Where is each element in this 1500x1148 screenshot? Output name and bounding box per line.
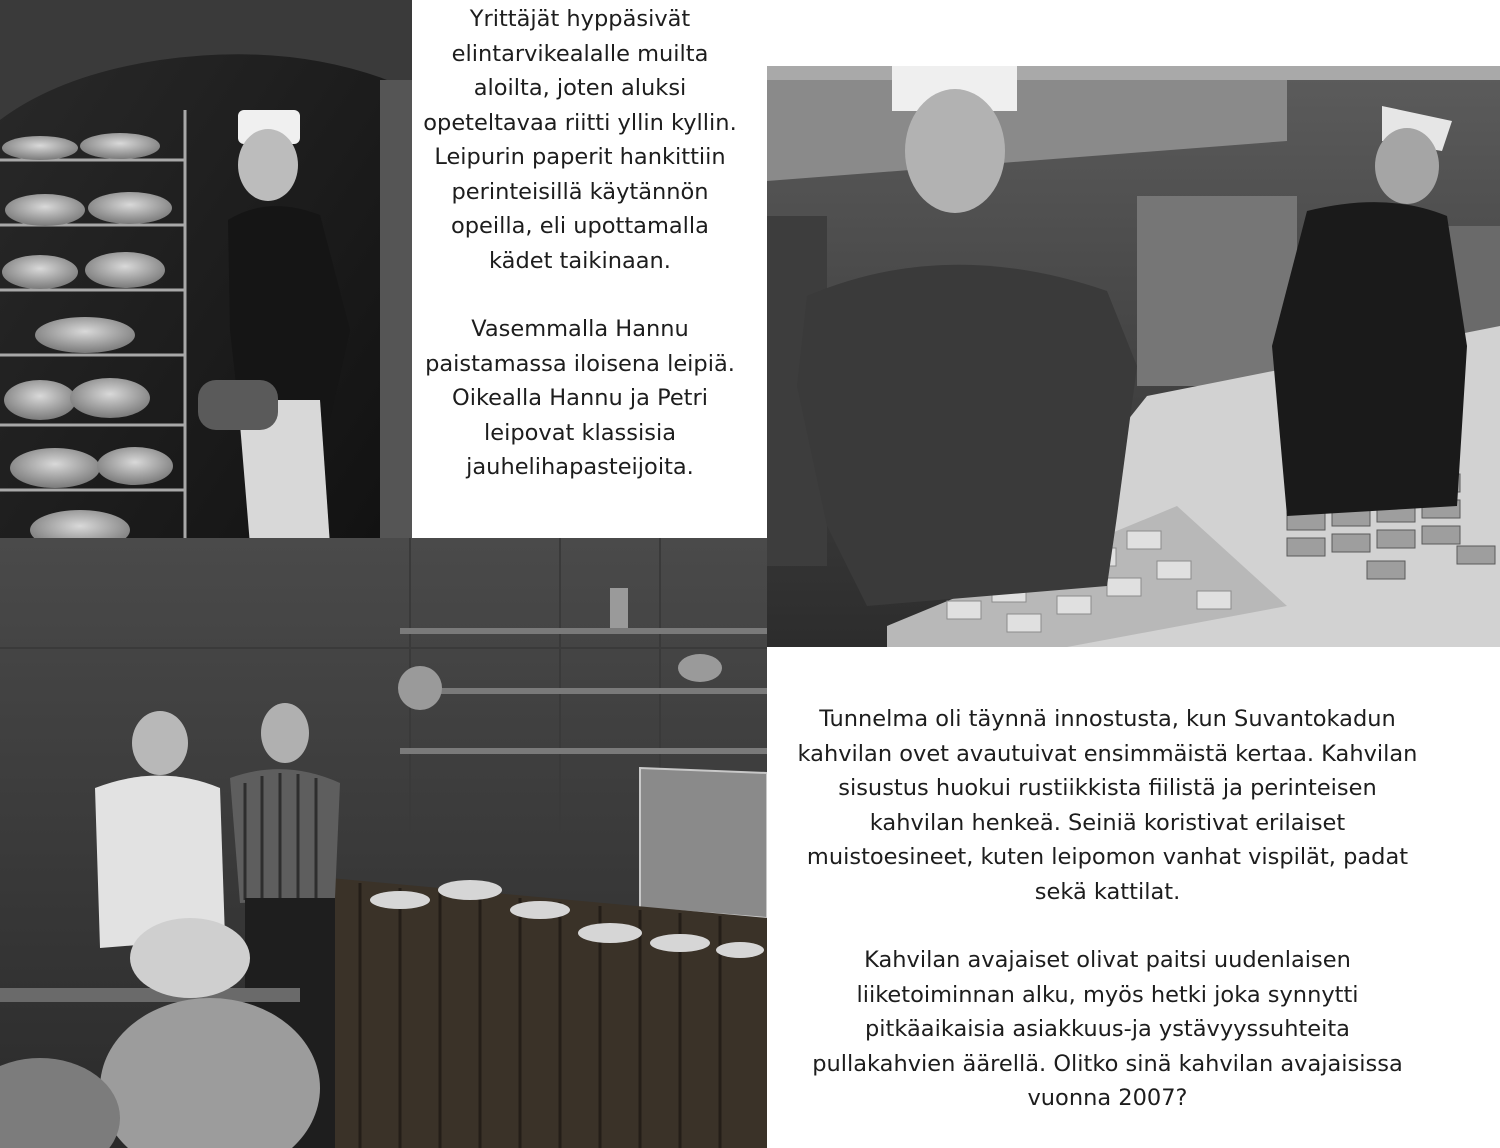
photo-cafe-counter-opening bbox=[0, 538, 767, 1148]
caption-left bbox=[420, 2, 740, 485]
caption-right-paragraph-1: Tunnelma oli täynnä innostusta, kun Suvantokadun kahvilan ovet avautuivat ensimmäistä kertaa. Kahvilan sisustus huokui rustiikkista fiilistä ja perinteisen kahvilan henkeä. Seiniä koristivat erilaiset muistoesineet, kuten leipomon vanhat vispilät, padat sekä kattilat. bbox=[797, 706, 1418, 905]
photo-bakers-making-pastries bbox=[767, 66, 1500, 647]
caption-left-paragraph-2: Vasemmalla Hannu paistamassa iloisena leipiä. Oikealla Hannu ja Petri leipovat klassisia jauhelihapasteijoita. bbox=[425, 316, 735, 480]
caption-right bbox=[795, 702, 1420, 1116]
caption-right-paragraph-2: Kahvilan avajaiset olivat paitsi uudenlaisen liiketoiminnan alku, myös hetki joka synnytti pitkäaikaisia asiakkuus-ja ystävyyssuhteita pullakahvien äärellä. Olitko sinä kahvilan avajaisissa vuonna 2007? bbox=[812, 947, 1403, 1111]
caption-left-paragraph-1: Yrittäjät hyppäsivät elintarvikealalle muilta aloilta, joten aluksi opeteltavaa riitti yllin kyllin. Leipurin paperit hankittiin perinteisillä käytännön opeilla, eli upottamalla kädet taikinaan. bbox=[423, 6, 737, 274]
